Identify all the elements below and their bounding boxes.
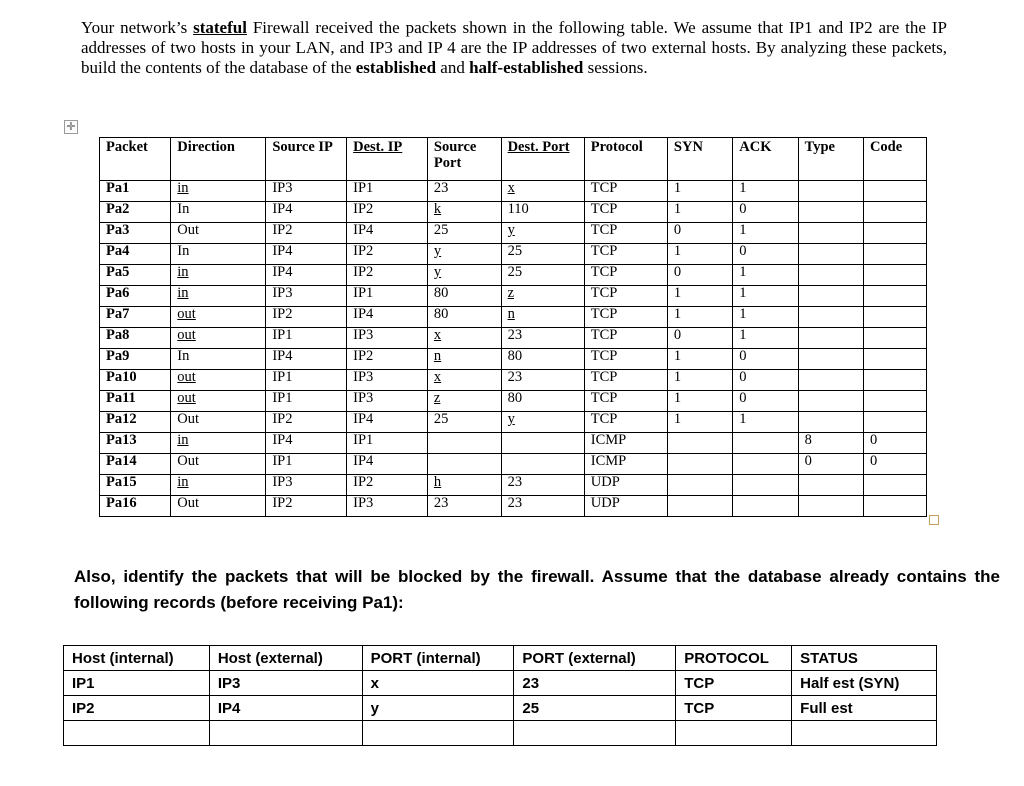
- packet-cell: 1: [733, 307, 798, 328]
- packet-id-cell: Pa10: [100, 370, 171, 391]
- packet-cell: [863, 244, 926, 265]
- packet-cell: TCP: [584, 412, 667, 433]
- packet-cell: [733, 454, 798, 475]
- packet-id-cell: Pa12: [100, 412, 171, 433]
- packet-cell: TCP: [584, 286, 667, 307]
- packet-cell: [863, 202, 926, 223]
- packet-row: [100, 328, 927, 349]
- header-code: Code: [863, 138, 926, 181]
- packet-id-cell: Pa3: [100, 223, 171, 244]
- packet-cell: [863, 328, 926, 349]
- packet-cell: [863, 391, 926, 412]
- packet-cell: 110: [501, 202, 584, 223]
- packet-cell: IP2: [347, 202, 428, 223]
- packet-id-cell: Pa9: [100, 349, 171, 370]
- header-host-external: Host (external): [209, 646, 362, 671]
- packet-cell: [863, 223, 926, 244]
- packet-row: [100, 286, 927, 307]
- packet-cell: In: [171, 244, 266, 265]
- packet-cell: IP1: [347, 181, 428, 202]
- packet-cell: Out: [171, 223, 266, 244]
- packet-cell: IP1: [266, 328, 347, 349]
- packet-row: [100, 370, 927, 391]
- packet-row: [100, 454, 927, 475]
- packet-cell: [798, 181, 863, 202]
- packet-table-header-row: [100, 138, 927, 181]
- packet-row: [100, 223, 927, 244]
- blocked-packets-question: Also, identify the packets that will be blocked by the firewall. Assume that the database already contains the following records (before receiving Pa1):: [74, 567, 1000, 612]
- packet-cell: [798, 496, 863, 517]
- packet-cell: UDP: [584, 496, 667, 517]
- packet-cell: Out: [171, 412, 266, 433]
- packet-cell: [798, 202, 863, 223]
- packet-cell: [798, 328, 863, 349]
- record-cell: [362, 721, 514, 746]
- packet-row: [100, 475, 927, 496]
- packet-cell: [667, 454, 732, 475]
- packet-cell: [798, 475, 863, 496]
- records-table-body: [64, 671, 937, 746]
- packet-cell: IP2: [347, 475, 428, 496]
- packet-cell: 1: [667, 181, 732, 202]
- record-row: [64, 721, 937, 746]
- intro-text-3: and: [436, 58, 470, 77]
- record-cell: IP1: [64, 671, 210, 696]
- packet-cell: 1: [733, 412, 798, 433]
- record-cell: Full est: [792, 696, 937, 721]
- packet-id-cell: Pa2: [100, 202, 171, 223]
- packet-cell: 80: [427, 307, 501, 328]
- packet-cell: 25: [427, 412, 501, 433]
- packet-cell: IP2: [266, 307, 347, 328]
- packet-cell: x: [427, 328, 501, 349]
- packet-cell: 1: [733, 223, 798, 244]
- packet-cell: [863, 307, 926, 328]
- packet-cell: 23: [501, 328, 584, 349]
- packet-cell: 23: [501, 475, 584, 496]
- packet-cell: IP4: [266, 244, 347, 265]
- header-dest-port: Dest. Port: [501, 138, 584, 181]
- packet-id-cell: Pa6: [100, 286, 171, 307]
- packet-cell: [863, 286, 926, 307]
- packet-row: [100, 181, 927, 202]
- header-direction: Direction: [171, 138, 266, 181]
- packet-cell: IP4: [266, 265, 347, 286]
- packet-cell: TCP: [584, 202, 667, 223]
- header-status: STATUS: [792, 646, 937, 671]
- question-paragraph: [81, 18, 947, 78]
- packet-cell: 1: [667, 244, 732, 265]
- packet-cell: 1: [733, 286, 798, 307]
- packet-cell: 0: [733, 370, 798, 391]
- packet-cell: in: [171, 475, 266, 496]
- record-cell: [676, 721, 792, 746]
- packet-cell: TCP: [584, 223, 667, 244]
- record-cell: IP2: [64, 696, 210, 721]
- header-source-port: Source Port: [427, 138, 501, 181]
- packet-cell: 23: [427, 181, 501, 202]
- records-table: [63, 645, 937, 746]
- header-dest-ip: Dest. IP: [347, 138, 428, 181]
- packet-cell: z: [427, 391, 501, 412]
- packet-row: [100, 412, 927, 433]
- record-cell: 23: [514, 671, 676, 696]
- established-keyword: established: [355, 58, 437, 77]
- packet-cell: IP3: [347, 370, 428, 391]
- packet-cell: [733, 475, 798, 496]
- packet-cell: [501, 433, 584, 454]
- packet-cell: y: [427, 265, 501, 286]
- packet-cell: TCP: [584, 391, 667, 412]
- packet-cell: [733, 433, 798, 454]
- packet-cell: 0: [798, 454, 863, 475]
- packet-row: [100, 244, 927, 265]
- record-cell: TCP: [676, 696, 792, 721]
- packet-id-cell: Pa13: [100, 433, 171, 454]
- header-packet: Packet: [100, 138, 171, 181]
- packet-cell: k: [427, 202, 501, 223]
- packet-row: [100, 202, 927, 223]
- packet-cell: 0: [667, 328, 732, 349]
- packet-cell: out: [171, 370, 266, 391]
- packet-cell: 8: [798, 433, 863, 454]
- packet-cell: 0: [863, 454, 926, 475]
- intro-text-1: Your network’s: [81, 18, 194, 37]
- packet-cell: 0: [733, 349, 798, 370]
- packet-cell: ICMP: [584, 433, 667, 454]
- packet-cell: 25: [501, 265, 584, 286]
- packet-cell: IP2: [347, 349, 428, 370]
- record-cell: TCP: [676, 671, 792, 696]
- packet-cell: TCP: [584, 328, 667, 349]
- packet-cell: [798, 223, 863, 244]
- packet-cell: out: [171, 391, 266, 412]
- packet-table-body: [100, 181, 927, 517]
- packet-cell: TCP: [584, 307, 667, 328]
- record-cell: [64, 721, 210, 746]
- packet-cell: [863, 370, 926, 391]
- packet-id-cell: Pa8: [100, 328, 171, 349]
- packet-cell: TCP: [584, 244, 667, 265]
- packet-cell: IP4: [347, 307, 428, 328]
- packet-cell: 1: [667, 349, 732, 370]
- packet-cell: TCP: [584, 181, 667, 202]
- packet-cell: TCP: [584, 370, 667, 391]
- packet-cell: 25: [427, 223, 501, 244]
- packet-cell: 0: [733, 244, 798, 265]
- table-resize-handle[interactable]: [929, 515, 939, 525]
- packet-cell: Out: [171, 496, 266, 517]
- packet-cell: IP1: [347, 286, 428, 307]
- packet-cell: [667, 433, 732, 454]
- header-port-internal: PORT (internal): [362, 646, 514, 671]
- intro-text-2: Firewall received the packets shown in the following table. We assume that IP1 and IP2 are the IP addresses of two hosts in your LAN, and IP3 and IP 4 are the IP addresses of two external hosts. By analyzing these packets, build the contents of the database of the: [81, 18, 947, 77]
- packet-id-cell: Pa1: [100, 181, 171, 202]
- packet-cell: 25: [501, 244, 584, 265]
- packet-cell: TCP: [584, 349, 667, 370]
- packet-cell: 80: [427, 286, 501, 307]
- packet-cell: n: [427, 349, 501, 370]
- packet-cell: [863, 475, 926, 496]
- packet-cell: 1: [667, 412, 732, 433]
- record-cell: 25: [514, 696, 676, 721]
- packet-cell: IP4: [266, 433, 347, 454]
- packet-cell: h: [427, 475, 501, 496]
- packet-cell: [667, 496, 732, 517]
- packet-cell: [667, 475, 732, 496]
- packet-cell: IP4: [266, 202, 347, 223]
- packet-cell: y: [427, 244, 501, 265]
- packet-cell: x: [501, 181, 584, 202]
- packet-cell: Out: [171, 454, 266, 475]
- packet-cell: 0: [733, 202, 798, 223]
- packet-cell: [863, 181, 926, 202]
- packet-cell: 0: [733, 391, 798, 412]
- packet-cell: [798, 265, 863, 286]
- packet-cell: 1: [733, 181, 798, 202]
- packet-cell: IP4: [266, 349, 347, 370]
- packet-cell: [863, 265, 926, 286]
- packet-row: [100, 496, 927, 517]
- packet-cell: IP4: [347, 412, 428, 433]
- packet-id-cell: Pa7: [100, 307, 171, 328]
- packet-cell: 0: [863, 433, 926, 454]
- packet-id-cell: Pa15: [100, 475, 171, 496]
- header-ack: ACK: [733, 138, 798, 181]
- header-protocol: PROTOCOL: [676, 646, 792, 671]
- packet-cell: IP3: [266, 475, 347, 496]
- packet-cell: IP2: [266, 496, 347, 517]
- packet-cell: 1: [667, 370, 732, 391]
- packet-cell: [427, 433, 501, 454]
- stateful-keyword: stateful: [193, 18, 247, 37]
- record-cell: [792, 721, 937, 746]
- packet-cell: [501, 454, 584, 475]
- packet-cell: 1: [667, 286, 732, 307]
- packet-row: [100, 307, 927, 328]
- packet-cell: out: [171, 307, 266, 328]
- packet-cell: IP2: [266, 412, 347, 433]
- records-header-row: [64, 646, 937, 671]
- packet-cell: IP2: [266, 223, 347, 244]
- packet-row: [100, 349, 927, 370]
- packet-table: [99, 137, 927, 517]
- packet-cell: 1: [667, 202, 732, 223]
- intro-text-4: sessions.: [583, 58, 648, 77]
- packet-cell: 1: [667, 307, 732, 328]
- packet-cell: ICMP: [584, 454, 667, 475]
- packet-cell: n: [501, 307, 584, 328]
- packet-cell: IP3: [347, 391, 428, 412]
- packet-cell: z: [501, 286, 584, 307]
- table-move-handle-icon[interactable]: ✛: [64, 120, 78, 134]
- packet-id-cell: Pa16: [100, 496, 171, 517]
- packet-row: [100, 391, 927, 412]
- packet-cell: In: [171, 349, 266, 370]
- packet-cell: TCP: [584, 265, 667, 286]
- packet-cell: y: [501, 412, 584, 433]
- packet-cell: 1: [733, 265, 798, 286]
- record-row: [64, 671, 937, 696]
- packet-cell: 0: [667, 223, 732, 244]
- record-cell: [209, 721, 362, 746]
- packet-cell: [798, 412, 863, 433]
- header-port-external: PORT (external): [514, 646, 676, 671]
- packet-cell: IP3: [347, 328, 428, 349]
- packet-cell: 23: [501, 370, 584, 391]
- packet-cell: out: [171, 328, 266, 349]
- packet-cell: IP1: [266, 391, 347, 412]
- packet-cell: [863, 349, 926, 370]
- header-source-ip: Source IP: [266, 138, 347, 181]
- packet-id-cell: Pa11: [100, 391, 171, 412]
- record-cell: x: [362, 671, 514, 696]
- header-protocol: Protocol: [584, 138, 667, 181]
- packet-cell: [427, 454, 501, 475]
- packet-row: [100, 265, 927, 286]
- record-cell: IP3: [209, 671, 362, 696]
- header-type: Type: [798, 138, 863, 181]
- packet-cell: IP3: [266, 286, 347, 307]
- packet-cell: [798, 244, 863, 265]
- packet-cell: [798, 391, 863, 412]
- packet-cell: IP3: [266, 181, 347, 202]
- packet-cell: [733, 496, 798, 517]
- packet-cell: IP2: [347, 244, 428, 265]
- packet-cell: [863, 412, 926, 433]
- record-cell: Half est (SYN): [792, 671, 937, 696]
- packet-cell: IP4: [347, 454, 428, 475]
- packet-cell: IP4: [347, 223, 428, 244]
- packet-cell: [798, 349, 863, 370]
- packet-cell: 80: [501, 349, 584, 370]
- packet-cell: IP1: [347, 433, 428, 454]
- packet-cell: in: [171, 433, 266, 454]
- packet-cell: IP1: [266, 454, 347, 475]
- record-row: [64, 696, 937, 721]
- packet-cell: UDP: [584, 475, 667, 496]
- packet-id-cell: Pa5: [100, 265, 171, 286]
- packet-cell: in: [171, 286, 266, 307]
- packet-cell: IP2: [347, 265, 428, 286]
- record-cell: IP4: [209, 696, 362, 721]
- packet-cell: IP1: [266, 370, 347, 391]
- packet-row: [100, 433, 927, 454]
- packet-cell: 23: [427, 496, 501, 517]
- packet-cell: 23: [501, 496, 584, 517]
- record-cell: [514, 721, 676, 746]
- packet-cell: 80: [501, 391, 584, 412]
- packet-cell: y: [501, 223, 584, 244]
- packet-cell: x: [427, 370, 501, 391]
- packet-cell: 1: [733, 328, 798, 349]
- record-cell: y: [362, 696, 514, 721]
- packet-cell: [798, 307, 863, 328]
- packet-cell: in: [171, 265, 266, 286]
- packet-cell: [863, 496, 926, 517]
- packet-cell: [798, 286, 863, 307]
- packet-id-cell: Pa14: [100, 454, 171, 475]
- packet-id-cell: Pa4: [100, 244, 171, 265]
- packet-cell: 1: [667, 391, 732, 412]
- header-syn: SYN: [667, 138, 732, 181]
- packet-cell: IP3: [347, 496, 428, 517]
- header-host-internal: Host (internal): [64, 646, 210, 671]
- packet-cell: in: [171, 181, 266, 202]
- packet-cell: [798, 370, 863, 391]
- packet-cell: 0: [667, 265, 732, 286]
- packet-cell: In: [171, 202, 266, 223]
- half-established-keyword: half-established: [469, 58, 584, 77]
